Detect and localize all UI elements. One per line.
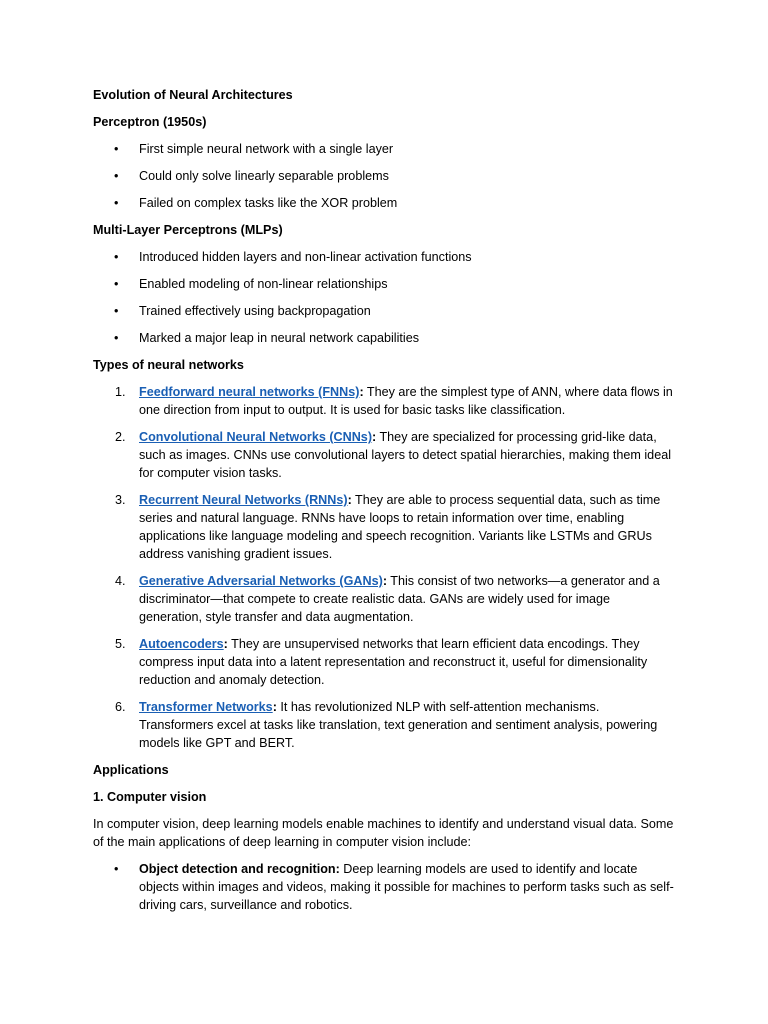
- link-cnn[interactable]: Convolutional Neural Networks (CNNs): [139, 430, 373, 444]
- link-fnn[interactable]: Feedforward neural networks (FNNs): [139, 385, 360, 399]
- types-heading: Types of neural networks: [93, 358, 244, 372]
- list-number: 1.: [115, 385, 126, 399]
- computer-vision-list: [93, 860, 675, 914]
- list-number: 2.: [115, 430, 126, 444]
- item-text: They are the simplest type of ANN, where data flows in one direction from input to output. It is used for basic tasks like classification.: [139, 385, 673, 417]
- separator: :: [347, 493, 352, 507]
- list-number: 5.: [115, 637, 126, 651]
- list-item: • Enabled modeling of non-linear relationships: [93, 275, 675, 293]
- list-item-gan: [93, 572, 675, 626]
- list-item: [93, 860, 675, 914]
- document-body: [93, 86, 675, 923]
- item-text: They are specialized for processing grid-like data, such as images. CNNs use convolutional layers to detect spatial hierarchies, making them ideal for computer vision tasks.: [139, 430, 671, 480]
- item-text: This consist of two networks—a generator and a discriminator—that compete to create realistic data. GANs are widely used for image generation, style transfer and data augmentation.: [139, 574, 660, 624]
- list-item: • Could only solve linearly separable problems: [93, 167, 675, 185]
- list-item: • Introduced hidden layers and non-linear activation functions: [93, 248, 675, 266]
- separator: :: [223, 637, 228, 651]
- computer-vision-heading: 1. Computer vision: [93, 790, 207, 804]
- mlp-list: [93, 248, 675, 347]
- list-item-transformers: [93, 698, 675, 752]
- list-item: • First simple neural network with a single layer: [93, 140, 675, 158]
- separator: :: [272, 700, 277, 714]
- applications-heading: Applications: [93, 763, 169, 777]
- list-item-rnn: [93, 491, 675, 563]
- perceptron-heading: Perceptron (1950s): [93, 115, 207, 129]
- doc-title: Evolution of Neural Architectures: [93, 88, 293, 102]
- separator: :: [382, 574, 388, 588]
- types-list: [93, 383, 675, 752]
- item-text: It has revolutionized NLP with self-attention mechanisms. Transformers excel at tasks like translation, text generation and sentiment analysis, powering models like GPT and BERT.: [139, 700, 658, 750]
- list-number: 3.: [115, 493, 126, 507]
- list-item: • Trained effectively using backpropagation: [93, 302, 675, 320]
- list-item-autoencoders: [93, 635, 675, 689]
- item-text: Deep learning models are used to identify and locate objects within images and videos, making it possible for machines to perform tasks such as self-driving cars, surveillance and robotics.: [139, 862, 674, 912]
- link-gan[interactable]: Generative Adversarial Networks (GANs): [139, 574, 383, 588]
- separator: :: [359, 385, 364, 399]
- list-item-fnn: [93, 383, 675, 419]
- perceptron-list: [93, 140, 675, 212]
- item-text: They are able to process sequential data, such as time series and natural language. RNNs have loops to retain information over time, enabling applications like language modeling and speech recognition. Variants like LSTMs and GRUs address vanishing gradient issues.: [139, 493, 661, 561]
- link-transformers[interactable]: Transformer Networks: [139, 700, 273, 714]
- link-autoencoders[interactable]: Autoencoders: [139, 637, 224, 651]
- list-number: 4.: [115, 574, 126, 588]
- list-item: • Failed on complex tasks like the XOR problem: [93, 194, 675, 212]
- list-item: • Marked a major leap in neural network capabilities: [93, 329, 675, 347]
- link-rnn[interactable]: Recurrent Neural Networks (RNNs): [139, 493, 348, 507]
- list-number: 6.: [115, 700, 126, 714]
- item-text: They are unsupervised networks that learn efficient data encodings. They compress input data into a latent representation and reconstruct it, useful for dimensionality reduction and anomaly detection.: [139, 637, 648, 687]
- computer-vision-intro: In computer vision, deep learning models enable machines to identify and understand visual data. Some of the main applications of deep learning in computer vision include:: [93, 817, 674, 849]
- separator: :: [372, 430, 377, 444]
- item-label: Object detection and recognition:: [139, 862, 340, 876]
- mlp-heading: Multi-Layer Perceptrons (MLPs): [93, 223, 283, 237]
- list-item-cnn: [93, 428, 675, 482]
